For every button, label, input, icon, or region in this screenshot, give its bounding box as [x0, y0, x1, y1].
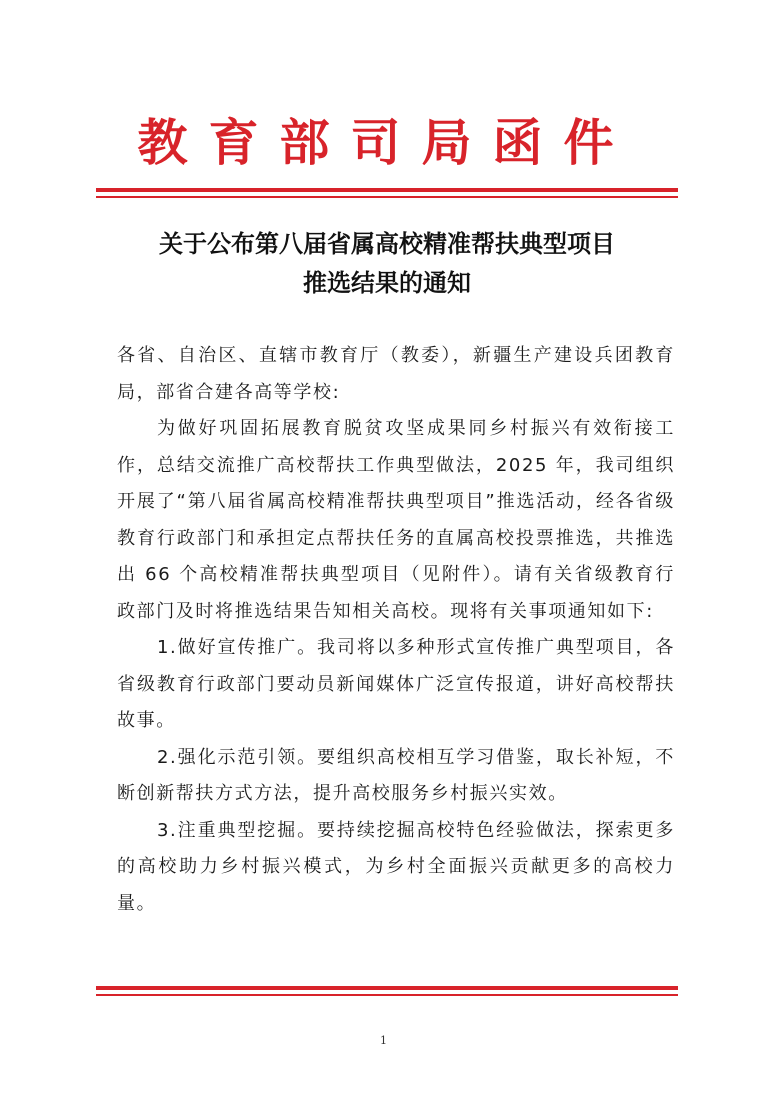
paragraph-item-1: 1.做好宣传推广。我司将以多种形式宣传推广典型项目，各省级教育行政部门要动员新闻媒体广泛宣传报道，讲好高校帮扶故事。	[117, 637, 675, 731]
document-body	[117, 338, 675, 922]
letterhead-title: 教育部司局函件	[137, 113, 635, 172]
footer-rule-thin	[96, 994, 678, 996]
salutation: 各省、自治区、直辖市教育厅（教委），新疆生产建设兵团教育局，部省合建各高等学校:	[117, 345, 675, 403]
page-number: 1	[380, 1034, 387, 1047]
paragraph-item-2: 2.强化示范引领。要组织高校相互学习借鉴，取长补短，不断创新帮扶方式方法，提升高校服务乡村振兴实效。	[117, 746, 675, 804]
paragraph-intro: 为做好巩固拓展教育脱贫攻坚成果同乡村振兴有效衔接工作，总结交流推广高校帮扶工作典型做法，2025 年，我司组织开展了“第八届省属高校精准帮扶典型项目”推选活动，经各省级教育行政部门和承担定点帮扶任务的直属高校投票推选，共推选出 66 个高校精准帮扶典型项目（见附件）。请有关省级教育行政部门及时将推选结果告知相关高校。现将有关事项通知如下:	[117, 418, 675, 622]
letterhead-rule-thick	[96, 188, 678, 192]
document-title-line2: 推选结果的通知	[303, 268, 471, 297]
paragraph-item-3: 3.注重典型挖掘。要持续挖掘高校特色经验做法，探索更多的高校助力乡村振兴模式，为乡村全面振兴贡献更多的高校力量。	[117, 819, 675, 914]
document-title-line1: 关于公布第八届省属高校精准帮扶典型项目	[159, 229, 615, 258]
letterhead-rule-thin	[96, 196, 678, 198]
footer-rule-thick	[96, 986, 678, 990]
